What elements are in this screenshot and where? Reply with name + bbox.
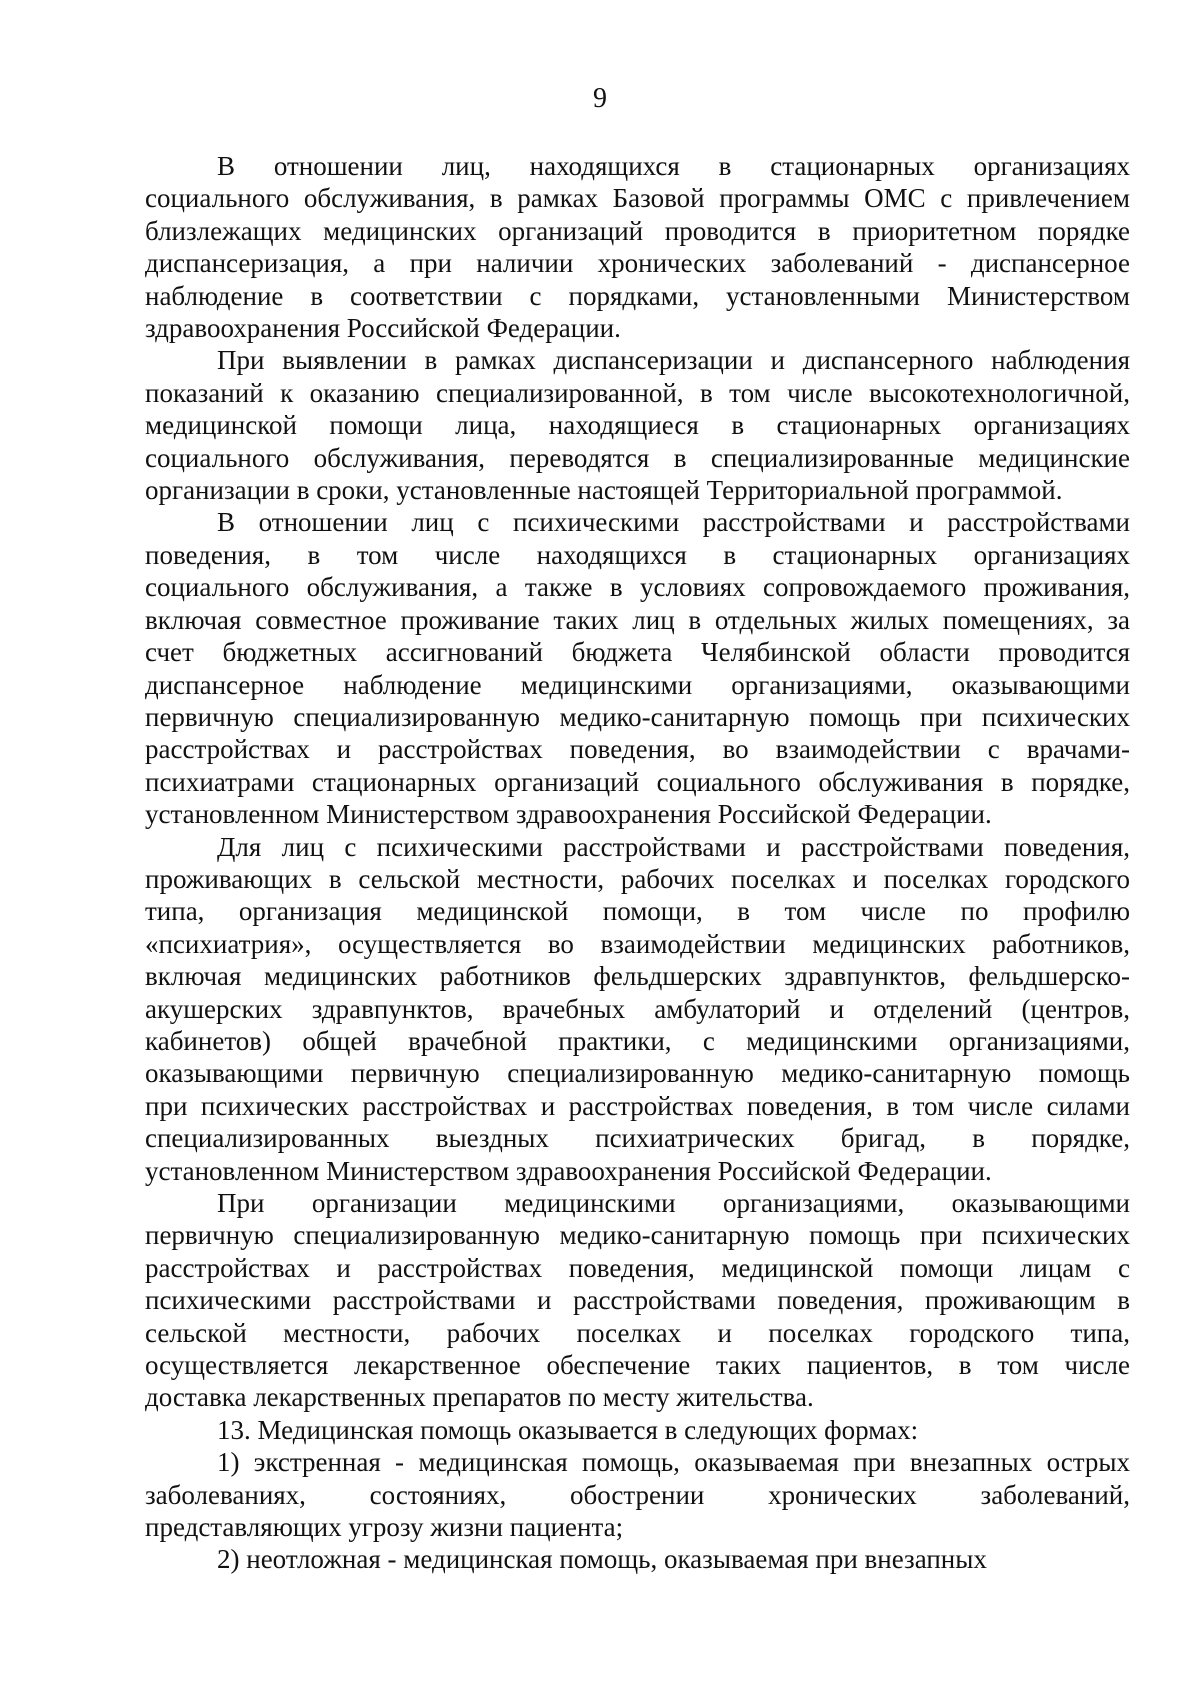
text-line: специализированных выездных психиатрических бригад, в порядке, [145,1123,1130,1154]
text-line: проживающих в сельской местности, рабочих поселках и поселках городского [145,863,1130,894]
text-line: Для лиц с психическими расстройствами и расстройствами поведения, [217,831,1130,862]
text-line: кабинетов) общей врачебной практики, с медицинскими организациями, [145,1025,1130,1056]
text-line: первичную специализированную медико-санитарную помощь при психических [145,1220,1130,1251]
text-line: 1) экстренная - медицинская помощь, оказываемая при внезапных острых [217,1447,1130,1478]
text-line: социального обслуживания, в рамках Базовой программы ОМС с привлечением [145,183,1130,214]
paragraph [145,150,1130,344]
text-line: диспансеризация, а при наличии хронических заболеваний - диспансерное [145,248,1130,279]
paragraph [145,1446,1130,1543]
text-line: здравоохранения Российской Федерации. [145,313,621,344]
text-line: «психиатрия», осуществляется во взаимодействии медицинских работников, [145,928,1130,959]
text-line: расстройствах и расстройствах поведения, во взаимодействии с врачами- [145,734,1130,765]
text-line: включая медицинских работников фельдшерских здравпунктов, фельдшерско- [145,961,1130,992]
text-line: диспансерное наблюдение медицинскими организациями, оказывающими [145,669,1130,700]
text-line: включая совместное проживание таких лиц в отдельных жилых помещениях, за [145,604,1130,635]
text-line: 13. Медицинская помощь оказывается в следующих формах: [217,1414,919,1445]
paragraph [145,1543,1130,1575]
text-line: оказывающими первичную специализированную медико-санитарную помощь [145,1058,1130,1089]
text-line: 2) неотложная - медицинская помощь, оказываемая при внезапных [217,1544,987,1575]
paragraph [145,831,1130,1187]
text-line: В отношении лиц с психическими расстройствами и расстройствами [217,507,1130,538]
document-body [145,150,1130,1576]
text-line: При организации медицинскими организациями, оказывающими [217,1188,1130,1218]
text-line: расстройствах и расстройствах поведения, медицинской помощи лицам с [145,1252,1130,1283]
text-line: первичную специализированную медико-санитарную помощь при психических [145,701,1130,732]
text-line: представляющих угрозу жизни пациента; [145,1512,624,1543]
paragraph [145,1414,1130,1446]
text-line: В отношении лиц, находящихся в стационарных организациях [217,151,1130,181]
text-line: доставка лекарственных препаратов по месту жительства. [145,1382,814,1413]
text-line: счет бюджетных ассигнований бюджета Челябинской области проводится [145,637,1130,668]
text-line: социального обслуживания, переводятся в специализированные медицинские [145,442,1130,473]
text-line: типа, организация медицинской помощи, в том числе по профилю [145,896,1130,927]
text-line: при психических расстройствах и расстройствах поведения, в том числе силами [145,1090,1130,1121]
text-line: осуществляется лекарственное обеспечение таких пациентов, в том числе [145,1350,1130,1381]
text-line: установленном Министерством здравоохранения Российской Федерации. [145,799,992,830]
text-line: организации в сроки, установленные настоящей Территориальной программой. [145,475,1063,506]
paragraph [145,344,1130,506]
text-line: заболеваниях, состояниях, обострении хронических заболеваний, [145,1479,1130,1510]
paragraph [145,506,1130,830]
text-line: сельской местности, рабочих поселках и поселках городского типа, [145,1317,1130,1348]
text-line: социального обслуживания, а также в условиях сопровождаемого проживания, [145,572,1130,603]
text-line: установленном Министерством здравоохранения Российской Федерации. [145,1155,992,1186]
text-line: При выявлении в рамках диспансеризации и диспансерного наблюдения [217,345,1130,376]
text-line: акушерских здравпунктов, врачебных амбулаторий и отделений (центров, [145,993,1130,1024]
text-line: близлежащих медицинских организаций проводится в приоритетном порядке [145,215,1130,246]
paragraph [145,1187,1130,1414]
text-line: поведения, в том числе находящихся в стационарных организациях [145,539,1130,570]
text-line: психическими расстройствами и расстройствами поведения, проживающим в [145,1285,1130,1316]
page-number: 9 [593,83,607,114]
text-line: показаний к оказанию специализированной, в том числе высокотехнологичной, [145,377,1130,408]
text-line: психиатрами стационарных организаций социального обслуживания в порядке, [145,766,1130,797]
text-line: наблюдение в соответствии с порядками, установленными Министерством [145,280,1130,311]
text-line: медицинской помощи лица, находящиеся в стационарных организациях [145,410,1130,441]
